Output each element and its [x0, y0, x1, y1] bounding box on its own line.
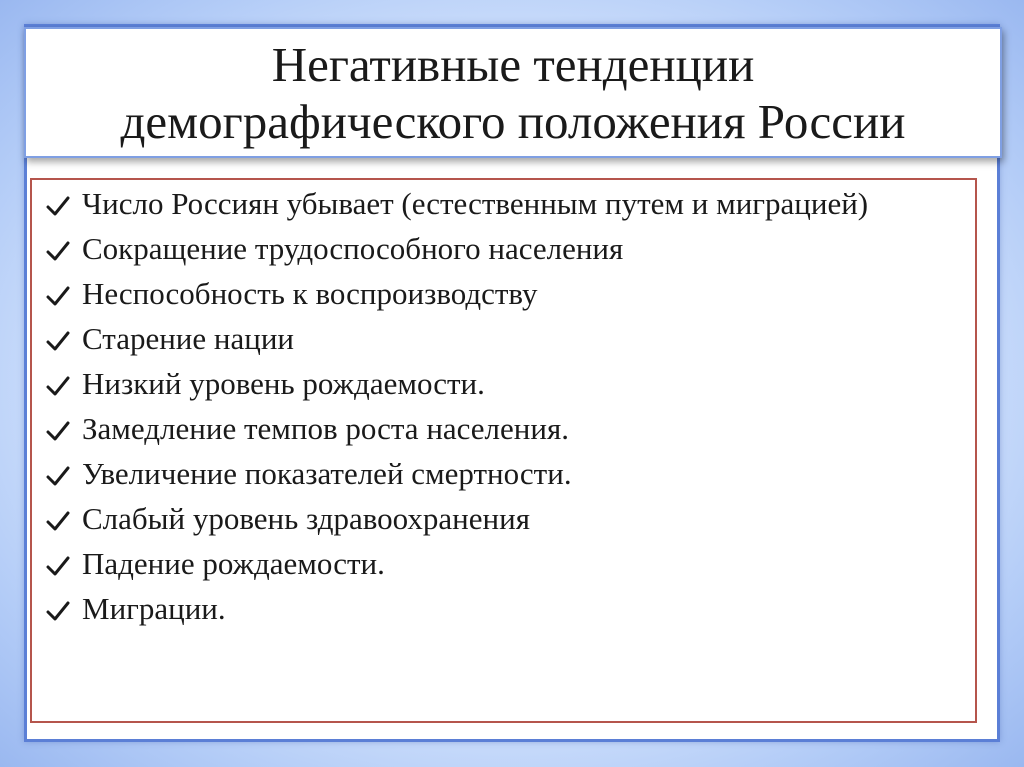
bullet-item — [46, 411, 946, 447]
bullet-item — [46, 321, 946, 357]
bullet-text: Низкий уровень рождаемости. — [82, 366, 485, 401]
bullet-text: Сокращение трудоспособного населения — [82, 231, 624, 266]
bullet-text: Неспособность к воспроизводству — [82, 276, 538, 311]
bullet-item — [46, 456, 946, 492]
bullet-item — [46, 591, 946, 627]
bullet-item — [46, 366, 946, 402]
check-icon — [46, 239, 70, 263]
check-icon — [46, 419, 70, 443]
slide-title — [24, 27, 1002, 158]
bullet-item — [46, 546, 946, 582]
bullet-text: Замедление темпов роста населения. — [82, 411, 569, 446]
check-icon — [46, 284, 70, 308]
bullet-text: Старение нации — [82, 321, 295, 356]
bullet-text: Падение рождаемости. — [82, 546, 385, 581]
bullet-item — [46, 186, 946, 222]
bullet-text: Миграции. — [82, 591, 226, 626]
bullet-list — [46, 186, 946, 636]
check-icon — [46, 599, 70, 623]
title-line-1: Негативные тенденции — [271, 36, 755, 92]
check-icon — [46, 464, 70, 488]
check-icon — [46, 329, 70, 353]
bullet-item — [46, 276, 946, 312]
content-frame — [30, 178, 977, 723]
bullet-item — [46, 231, 946, 267]
bullet-text: Число Россиян убывает (естественным путем и миграцией) — [82, 186, 869, 221]
check-icon — [46, 194, 70, 218]
check-icon — [46, 374, 70, 398]
check-icon — [46, 509, 70, 533]
title-line-2: демографического положения России — [120, 93, 906, 149]
bullet-item — [46, 501, 946, 537]
bullet-text: Увеличение показателей смертности. — [82, 456, 572, 491]
bullet-text: Слабый уровень здравоохранения — [82, 501, 530, 536]
check-icon — [46, 554, 70, 578]
